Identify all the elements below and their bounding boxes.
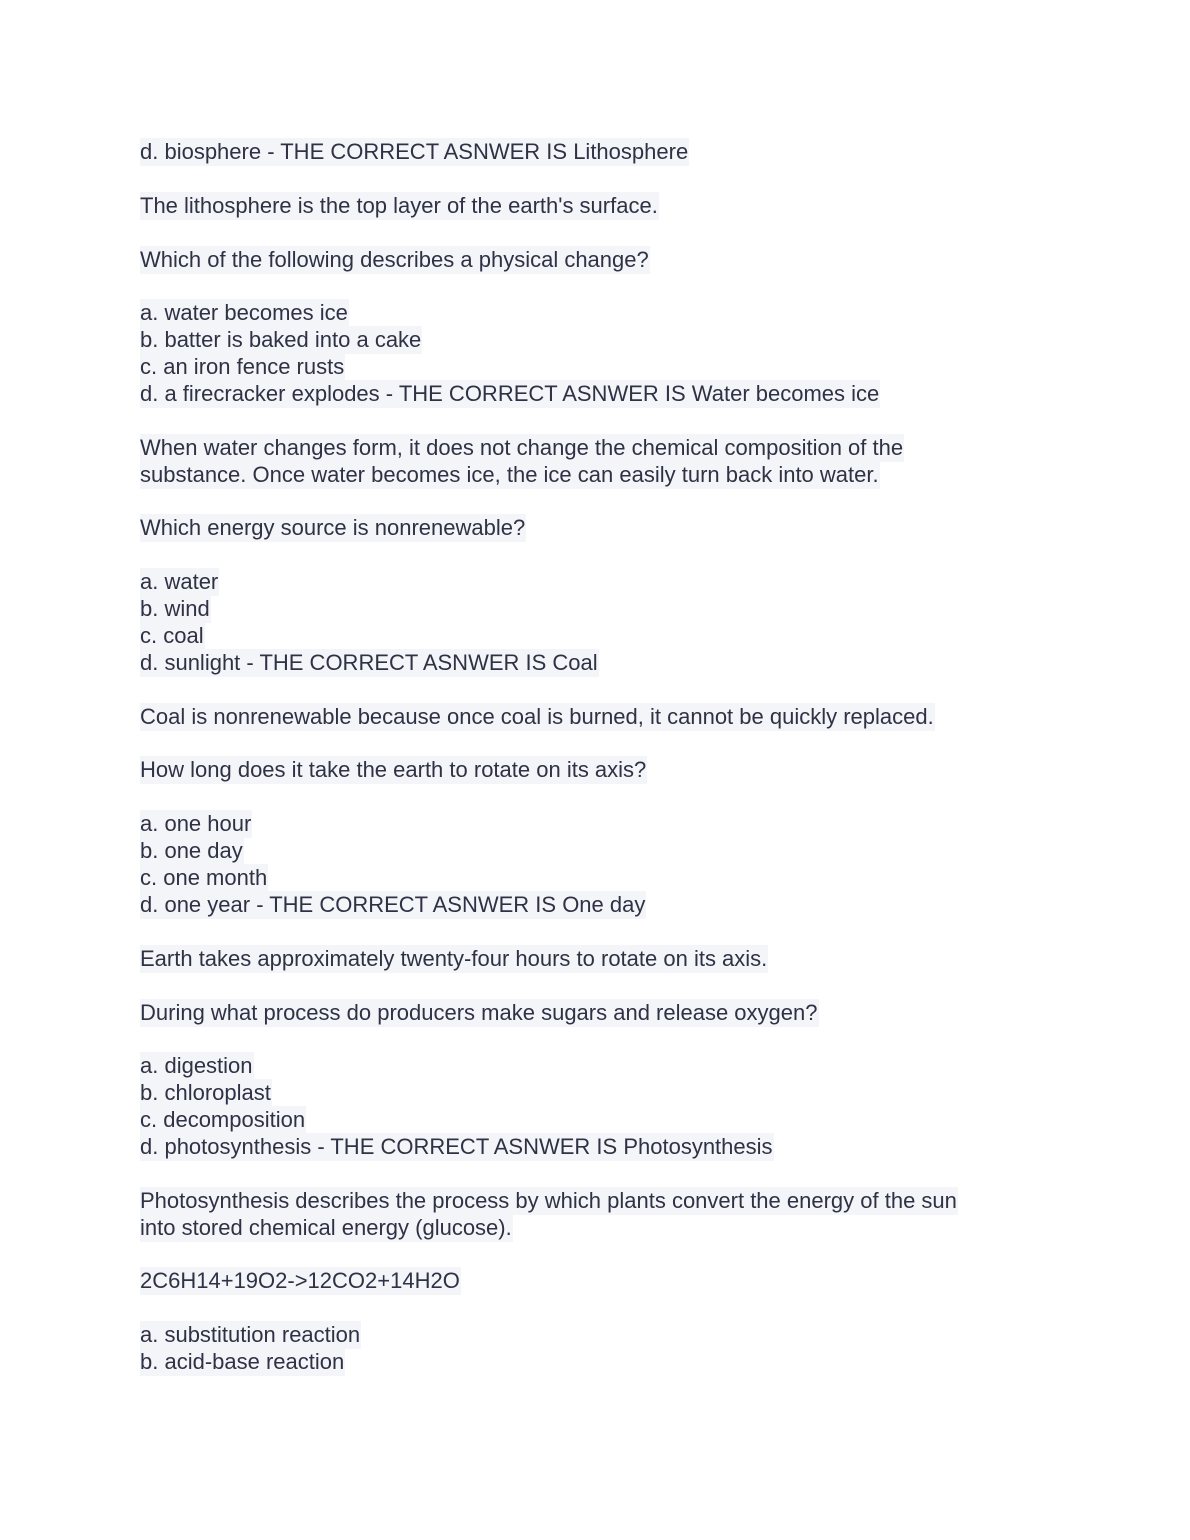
text-line	[140, 381, 1040, 408]
text-line-content: 2C6H14+19O2->12CO2+14H2O	[140, 1268, 460, 1294]
text-line-content: a. water becomes ice	[140, 300, 348, 326]
paragraph-gap	[140, 919, 1040, 946]
text-line	[140, 515, 1040, 542]
paragraph	[140, 300, 1040, 408]
paragraph	[140, 515, 1040, 542]
paragraph	[140, 704, 1040, 731]
paragraph-gap	[140, 677, 1040, 704]
text-line-content: a. substitution reaction	[140, 1322, 361, 1348]
text-line-content: d. one year - THE CORRECT ASNWER IS One day	[140, 891, 646, 917]
text-line	[140, 1215, 1040, 1242]
paragraph	[140, 193, 1040, 220]
text-line-content: a. water	[140, 569, 219, 595]
paragraph	[140, 1188, 1040, 1242]
text-line-content: Which of the following describes a physical change?	[140, 246, 649, 272]
text-line	[140, 1053, 1040, 1080]
text-line	[140, 1268, 1040, 1295]
paragraph	[140, 569, 1040, 677]
text-line	[140, 1188, 1040, 1215]
text-line-content: b. one day	[140, 838, 243, 864]
text-line	[140, 1134, 1040, 1161]
text-line	[140, 704, 1040, 731]
paragraph	[140, 1322, 1040, 1376]
text-line	[140, 1000, 1040, 1027]
paragraph-gap	[140, 273, 1040, 300]
text-line-content: c. decomposition	[140, 1107, 306, 1133]
text-line-content: d. a firecracker explodes - THE CORRECT ASNWER IS Water becomes ice	[140, 381, 880, 407]
text-line-content: When water changes form, it does not change the chemical composition of the	[140, 434, 904, 460]
text-line-content: During what process do producers make sugars and release oxygen?	[140, 999, 818, 1025]
paragraph	[140, 946, 1040, 973]
text-line-content: b. chloroplast	[140, 1080, 271, 1106]
text-line-content: b. wind	[140, 596, 210, 622]
text-line	[140, 892, 1040, 919]
text-line	[140, 354, 1040, 381]
text-line-content: d. sunlight - THE CORRECT ASNWER IS Coal	[140, 649, 598, 675]
text-line	[140, 435, 1040, 462]
paragraph	[140, 1268, 1040, 1295]
paragraph-gap	[140, 1295, 1040, 1322]
text-line-content: Coal is nonrenewable because once coal is burned, it cannot be quickly replaced.	[140, 703, 934, 729]
text-line	[140, 596, 1040, 623]
paragraph-gap	[140, 489, 1040, 516]
text-line-content: Earth takes approximately twenty-four hours to rotate on its axis.	[140, 945, 768, 971]
text-line-content: a. one hour	[140, 811, 252, 837]
text-line-content: c. coal	[140, 623, 204, 649]
text-line	[140, 247, 1040, 274]
text-line	[140, 838, 1040, 865]
text-line-content: b. acid-base reaction	[140, 1349, 345, 1375]
text-line	[140, 623, 1040, 650]
text-line-content: The lithosphere is the top layer of the earth's surface.	[140, 192, 658, 218]
document-page	[140, 139, 1040, 1376]
paragraph	[140, 247, 1040, 274]
paragraph-gap	[140, 166, 1040, 193]
text-line	[140, 1107, 1040, 1134]
paragraph-gap	[140, 220, 1040, 247]
text-line-content: c. an iron fence rusts	[140, 354, 345, 380]
text-line-content: Which energy source is nonrenewable?	[140, 515, 526, 541]
text-line	[140, 1080, 1040, 1107]
text-line	[140, 946, 1040, 973]
text-line	[140, 650, 1040, 677]
text-line-content: d. biosphere - THE CORRECT ASNWER IS Lithosphere	[140, 139, 689, 164]
paragraph-gap	[140, 1242, 1040, 1269]
paragraph	[140, 435, 1040, 489]
text-line	[140, 193, 1040, 220]
paragraph-gap	[140, 1161, 1040, 1188]
paragraph-gap	[140, 731, 1040, 758]
text-line-content: How long does it take the earth to rotate on its axis?	[140, 757, 647, 783]
paragraph	[140, 757, 1040, 784]
text-line-content: d. photosynthesis - THE CORRECT ASNWER IS Photosynthesis	[140, 1133, 773, 1159]
paragraph	[140, 1053, 1040, 1161]
text-line	[140, 327, 1040, 354]
text-line-content: a. digestion	[140, 1053, 253, 1079]
paragraph	[140, 139, 1040, 166]
text-line	[140, 1322, 1040, 1349]
text-line	[140, 757, 1040, 784]
text-line-content: b. batter is baked into a cake	[140, 327, 422, 353]
text-line-content: into stored chemical energy (glucose).	[140, 1214, 512, 1240]
paragraph	[140, 811, 1040, 919]
paragraph-gap	[140, 784, 1040, 811]
text-line	[140, 1349, 1040, 1376]
text-line	[140, 139, 1040, 166]
paragraph	[140, 1000, 1040, 1027]
text-line	[140, 462, 1040, 489]
paragraph-gap	[140, 1026, 1040, 1053]
paragraph-gap	[140, 542, 1040, 569]
paragraph-gap	[140, 973, 1040, 1000]
text-line	[140, 811, 1040, 838]
text-line	[140, 300, 1040, 327]
text-line	[140, 865, 1040, 892]
text-line-content: c. one month	[140, 865, 268, 891]
paragraph-gap	[140, 408, 1040, 435]
text-line-content: substance. Once water becomes ice, the ice can easily turn back into water.	[140, 461, 879, 487]
text-line	[140, 569, 1040, 596]
text-line-content: Photosynthesis describes the process by which plants convert the energy of the sun	[140, 1187, 957, 1213]
